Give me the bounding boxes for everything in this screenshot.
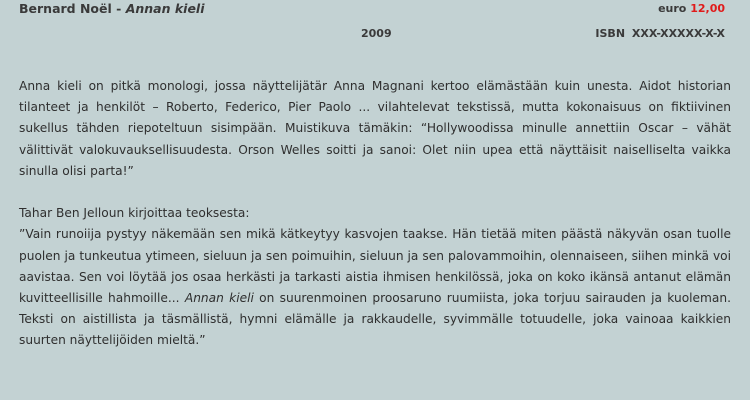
title-separator: - xyxy=(111,1,126,16)
price-currency: euro xyxy=(658,2,687,15)
isbn-value: XXX-XXXXX-X-X xyxy=(631,27,725,40)
book-description xyxy=(19,76,731,352)
quote-paragraph xyxy=(19,224,731,351)
book-header xyxy=(19,1,205,16)
quote-text-part1: ”Vain runoiija pystyy näkemään sen mikä kätkeytyy kasvojen taakse. Hän tietää miten päästä näkyvän osan tuolle puolen ja tunkeutua ytimeen, sieluun ja sen poimuihin, sieluun ja sen palovammoihin, olennaiseen, siihen minkä voi aavistaa. Sen voi löytää jos osaa herkästi ja tarkasti aistia ihmisen henkilössä, joka on koko ikänsä antanut elämän kuvitteellisille hahmoille... xyxy=(19,227,731,306)
price-amount: 12,00 xyxy=(690,2,725,15)
author-name: Bernard Noël xyxy=(19,1,112,16)
paragraph-gap xyxy=(19,182,731,203)
book-title: Annan kieli xyxy=(125,1,205,16)
publication-year: 2009 xyxy=(361,27,392,40)
quote-text-part2: on suurenmoinen proosaruno ruumiista, joka torjuu sairauden ja kuoleman. Teksti on aistillista ja täsmällistä, hymni elämälle ja rakkaudelle, syvimmälle totuudelle, joka vainoaa kaikkien suurten näyttelijöiden mieltä.” xyxy=(19,291,731,348)
price xyxy=(658,2,725,15)
quote-intro: Tahar Ben Jelloun kirjoittaa teoksesta: xyxy=(19,206,250,221)
description-paragraph: Anna kieli on pitkä monologi, jossa näyttelijätär Anna Magnani kertoo elämästään kuin unesta. Aidot historian tilanteet ja henkilöt – Roberto, Federico, Pier Paolo ... vilahtelevat tekstissä, mutta kokonaisuus on fiktiivinen sukellus tähden riepoteltuun sisimpään. Muistikuva tämäkin: “Hollywoodissa minulle annettiin Oscar – vähät välittivät valokuvauksellisuudesta. Orson Welles soitti ja sanoi: Olet niin upea että näyttäisit naiselliselta vaikka sinulla olisi parta!” xyxy=(19,79,731,178)
quote-book-title: Annan kieli xyxy=(184,291,254,306)
isbn-label: ISBN xyxy=(595,27,626,40)
isbn xyxy=(595,27,725,40)
